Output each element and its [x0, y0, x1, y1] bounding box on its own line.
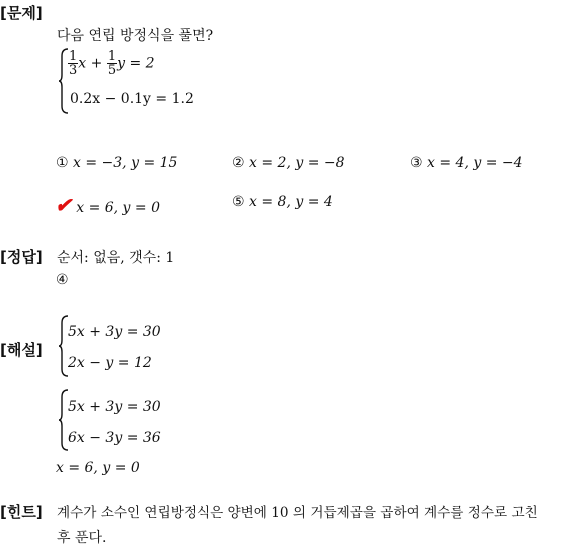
choice-5-number: ⑤	[232, 194, 245, 210]
choice-4-text: x = 6, y = 0	[76, 200, 160, 216]
fraction-1-denominator: 3	[69, 63, 78, 78]
fraction-1	[68, 50, 78, 77]
choice-2-number: ②	[232, 155, 245, 171]
problem-question: 다음 연립 방정식을 풀면?	[57, 28, 214, 44]
fraction-2-denominator: 5	[107, 63, 117, 78]
choice-4[interactable]	[55, 193, 160, 217]
choice-1[interactable]	[56, 155, 177, 171]
choice-1-number: ①	[56, 155, 69, 171]
explanation-label: [해설]	[0, 341, 43, 359]
problem-equation-2: 0.2x − 0.1y = 1.2	[70, 91, 194, 107]
fraction-1-numerator: 1	[69, 49, 78, 64]
answer-value: ④	[56, 272, 69, 288]
explanation-system2-eq1: 5x + 3y = 30	[68, 399, 161, 415]
explanation-system1-eq2: 2x − y = 12	[68, 355, 152, 371]
answer-label: [정답]	[0, 248, 43, 266]
choice-3-number: ③	[410, 155, 423, 171]
eq1-part-1: x +	[78, 55, 107, 72]
fraction-2-numerator: 1	[107, 49, 117, 64]
hint-line-2: 후 푼다.	[57, 530, 107, 546]
choice-2-text: x = 2, y = −8	[249, 155, 345, 171]
choice-3[interactable]	[410, 155, 523, 171]
eq1-part-2: y = 2	[117, 55, 155, 72]
choice-5[interactable]	[232, 194, 333, 210]
fraction-2	[107, 50, 117, 77]
problem-label: [문제]	[0, 4, 43, 22]
explanation-system2-eq2: 6x − 3y = 36	[68, 430, 161, 446]
explanation-system1-eq1: 5x + 3y = 30	[68, 324, 161, 340]
choice-5-text: x = 8, y = 4	[249, 194, 333, 210]
choice-2[interactable]	[232, 155, 345, 171]
choice-1-text: x = −3, y = 15	[73, 155, 178, 171]
problem-equation-1	[68, 50, 155, 77]
hint-line-1: 계수가 소수인 연립방정식은 양변에 10 의 거듭제곱을 곱하여 계수를 정수로 고친	[57, 505, 538, 521]
hint-label: [힌트]	[0, 503, 43, 521]
checkmark-icon: ✔	[55, 193, 72, 217]
explanation-result: x = 6, y = 0	[56, 460, 140, 476]
choice-3-text: x = 4, y = −4	[427, 155, 523, 171]
answer-meta: 순서: 없음, 갯수: 1	[57, 250, 175, 266]
